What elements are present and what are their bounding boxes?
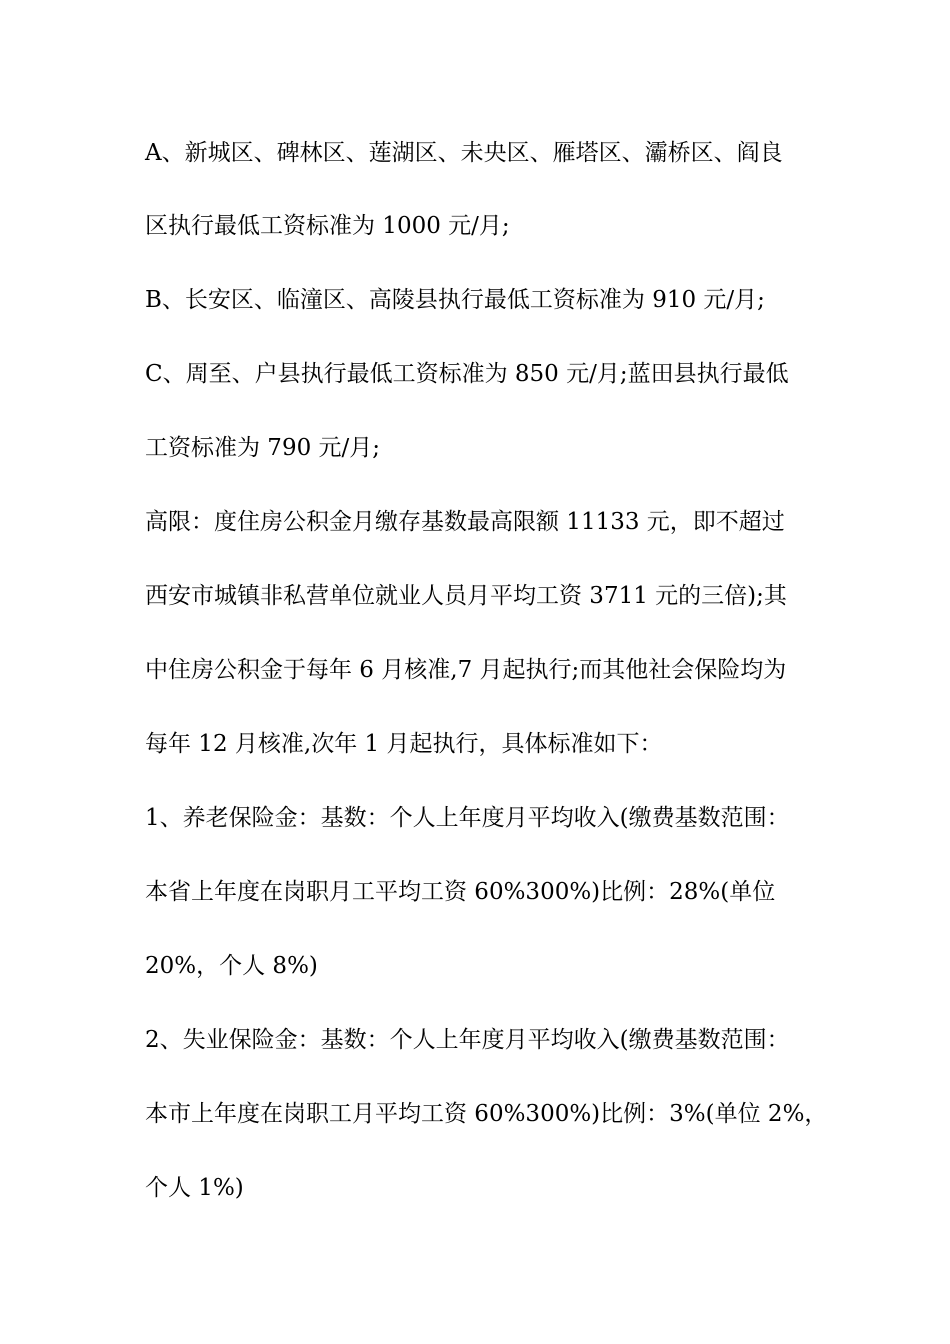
text-line-4: C、周至、户县执行最低工资标准为 850 元/月;蓝田县执行最低 (145, 361, 789, 387)
text-line-8: 中住房公积金于每年 6 月核准,7 月起执行;而其他社会保险均为 (145, 657, 787, 683)
text-line-3: B、长安区、临潼区、高陵县执行最低工资标准为 910 元/月; (145, 287, 765, 313)
text-line-15: 个人 1%) (145, 1175, 244, 1201)
text-line-14: 本市上年度在岗职工月平均工资 60%300%)比例：3%(单位 2%， (145, 1101, 828, 1127)
text-line-12: 20%，个人 8%) (145, 953, 318, 979)
text-line-7: 西安市城镇非私营单位就业人员月平均工资 3711 元的三倍);其 (145, 583, 787, 609)
text-line-1: A、新城区、碑林区、莲湖区、未央区、雁塔区、灞桥区、阎良 (145, 140, 783, 166)
text-line-11: 本省上年度在岗职月工平均工资 60%300%)比例：28%(单位 (145, 879, 776, 905)
text-line-6: 高限：度住房公积金月缴存基数最高限额 11133 元，即不超过 (145, 509, 785, 535)
text-line-5: 工资标准为 790 元/月; (145, 435, 381, 461)
text-line-9: 每年 12 月核准,次年 1 月起执行，具体标准如下： (145, 731, 663, 757)
text-line-10: 1、养老保险金：基数：个人上年度月平均收入(缴费基数范围： (145, 805, 790, 831)
text-line-13: 2、失业保险金：基数：个人上年度月平均收入(缴费基数范围： (145, 1027, 790, 1053)
text-line-2: 区执行最低工资标准为 1000 元/月; (145, 213, 510, 239)
